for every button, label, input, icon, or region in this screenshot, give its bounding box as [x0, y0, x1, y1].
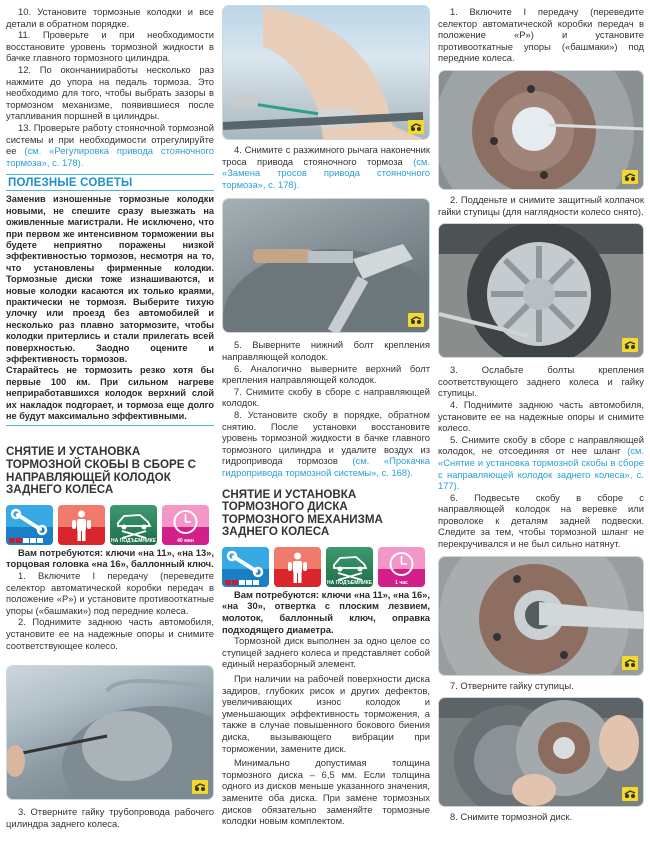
useful-tips-box [6, 174, 214, 426]
caption-step-8: 8. Снимите тормозной диск. [450, 811, 573, 823]
step-5-text: 5. Снимите скобу в сборе с направляющей колодок, не отсоединяя от нее шланг [438, 433, 644, 457]
hub-nut-photo [439, 557, 644, 675]
difficulty-tile [6, 505, 53, 545]
caption-step-3: 3. Отверните гайку трубопровода рабочего цилиндра заднего колеса. [6, 806, 214, 829]
lift-label: НА ПОДЪЕМНИКЕ [110, 537, 157, 544]
step-2: 2. Поднимите заднюю часть автомобиля, установите ее на надежные опоры и снимите соответствующее колесо. [6, 616, 214, 651]
remove-disc-photo [439, 698, 644, 806]
caption-step-4 [222, 144, 430, 190]
section-title-caliper: СНЯТИЕ И УСТАНОВКА ТОРМОЗНОЙ СКОБЫ В СБОРЕ С НАПРАВЛЯЮЩЕЙ КОЛОДОК ЗАДНЕГО КОЛЕСА [6, 445, 197, 497]
step-8-link[interactable]: (см. «Прокачка гидропривода тормозной системы», с. 168). [222, 455, 430, 478]
lift-tile [326, 547, 373, 587]
lift-badge-icon [622, 170, 638, 184]
step-6: 6. Подвесьте скобу в сборе с направляющей колодок на веревке или проволоке к деталям задней подвески. Следите за тем, чтобы тормозной шланг не перекручивался и не был сильно натянут. [438, 491, 644, 550]
caption-step-2: 2. Подденьте и снимите защитный колпачок гайки ступицы (для наглядности колесо снято). [438, 193, 644, 217]
required-tools: Вам потребуются: ключи «на 11», «на 16», «на 30», отвертка с плоским лезвием, молоток, баллонный ключ, оправка подходящего диаметра. [222, 588, 430, 635]
step-8 [222, 409, 430, 479]
disc-paragraph-2: При наличии на рабочей поверхности диска задиров, глубоких рисок и других дефектов, увеличивающих износ колодок и уменьшающих эффективность торможения, а также в случае повышенного бокового биения диска, вызывающего вибрации при торможении, замените диск. [222, 673, 430, 754]
step-13-text: 13. Проверьте работу стояночной тормозной системы и при необходимости отрегулируйте ее [6, 121, 214, 157]
tips-paragraph-2: Старайтесь не тормозить резко хотя бы первые 100 км. При сильном нагреве неприработавшихся колодок верхний слой их накладок подгорает, и тормоза еще долго не будут максимально эффективными. [6, 365, 214, 422]
difficulty-squares [225, 580, 259, 585]
time-tile [162, 505, 209, 545]
step-4: 4. Поднимите заднюю часть автомобиля, установите ее на надежные опоры и снимите колесо. [438, 398, 644, 434]
lift-badge-icon [622, 338, 638, 352]
section-title-disc: СНЯТИЕ И УСТАНОВКА ТОРМОЗНОГО ДИСКА ТОРМОЗНОГО МЕХАНИЗМА ЗАДНЕГО КОЛЕСА [222, 487, 383, 539]
person-icon [274, 547, 321, 587]
ratchet-photo [223, 199, 430, 332]
lift-badge-icon [192, 780, 208, 794]
lift-badge-icon [622, 656, 638, 670]
photo-wheel-cylinder-pipe [6, 665, 214, 800]
lift-badge-icon [408, 313, 424, 327]
tips-paragraph-1: Заменив изношенные тормозные колодки новыми, не спешите сразу выезжать на оживленные магистрали. Не исключено, что при первом же интенсивном торможении вы будете неприятно поражены низкой эффективностью тормозов, несмотря на то, что установлены фирменные колодки. Тормозные диски тоже изнашиваются, и новые колодки касаются их только краями, практически не тормозя. Выберите тихую улочку или проезд без автомобилей и несколько раз плавно затормозите, чтобы колодки притерлись и стали прилегать всей поверхностью. Заодно оцените и эффективность тормозов. [6, 194, 214, 364]
requirement-icons [222, 547, 430, 587]
time-label: 1 час [395, 579, 408, 586]
step-11: 11. Проверьте и при необходимости восстановите уровень тормозной жидкости в бачке главного тормозного цилиндра. [6, 29, 214, 64]
caption-step-7: 7. Отверните гайку ступицы. [450, 679, 574, 691]
step-13 [6, 122, 214, 168]
lift-badge-icon [408, 120, 424, 134]
photo-guide-bolt [222, 198, 430, 333]
person-tile [274, 547, 321, 587]
photo-hub-nut [438, 556, 644, 676]
step-13-link[interactable]: (см. «Регулировка привода стояночного тормоза», с. 178). [6, 145, 214, 168]
cable-photo [223, 6, 430, 139]
step-7: 7. Снимите скобу в сборе с направляющей колодок. [222, 385, 430, 409]
step-8-text: 8. Установите скобу в порядке, обратном снятию. После установки восстановите уровень тормозной жидкости в бачке главного тормозного цилиндра и удалите воздух из гидропривода тормозов [222, 408, 430, 467]
brake-mechanism-photo [7, 666, 214, 799]
person-tile [58, 505, 105, 545]
photo-remove-disc [438, 697, 644, 807]
difficulty-tile [222, 547, 269, 587]
time-label: 40 мин [177, 537, 194, 544]
difficulty-squares [9, 538, 43, 543]
caption-4-link[interactable]: (см. «Замена тросов привода стояночного тормоза», с. 178). [222, 155, 430, 190]
column-left [6, 0, 214, 829]
photo-parking-cable [222, 5, 430, 140]
step-5 [438, 434, 644, 492]
photo-hub-cap [438, 70, 644, 190]
hub-cap-photo [439, 71, 644, 189]
requirement-icons [6, 505, 214, 545]
person-icon [58, 505, 105, 545]
caption-4-text: 4. Снимите с разжимного рычага наконечник троса привода стояночного тормоза [222, 144, 430, 167]
useful-tips-title: ПОЛЕЗНЫЕ СОВЕТЫ [6, 174, 214, 191]
wheel-photo [439, 224, 644, 357]
step-12: 12. По окончанииработы несколько раз нажмите до упора на педаль тормоза. Это необходимо для того, чтобы выбрать зазоры в тормозном механизме, появившиеся после утапливания поршней в цилиндры. [6, 63, 214, 122]
column-right [438, 0, 644, 823]
column-middle [222, 0, 430, 827]
step-1: 1. Включите I передачу (переведите селектор автоматической коробки передач в положение «P») и установите противооткатные упоры («башмаки») под передние колеса. [6, 570, 214, 616]
step-3: 3. Ослабьте болты крепления соответствующего заднего колеса и гайку ступицы. [438, 364, 644, 399]
time-tile [378, 547, 425, 587]
step-10: 10. Установите тормозные колодки и все детали в обратном порядке. [6, 6, 214, 29]
disc-paragraph-3: Минимально допустимая толщина тормозного диска – 6,5 мм. Если толщина одного из дисков меньше указанного значения, замените оба диска. При замене тормозных дисков обязательно заменяйте тормозные колодки новым комплектом. [222, 757, 430, 827]
lift-badge-icon [622, 787, 638, 801]
step-1: 1. Включите I передачу (переведите селектор автоматической коробки передач в положение «P») и установите противооткатные упоры («башмаки») под передние колеса. [438, 6, 644, 64]
required-tools: Вам потребуются: ключи «на 11», «на 13», торцовая головка «на 16», баллонный ключ. [6, 546, 214, 570]
step-5: 5. Выверните нижний болт крепления направляющей колодок. [222, 339, 430, 362]
lift-label: НА ПОДЪЕМНИКЕ [326, 579, 373, 586]
photo-wheel-bolts [438, 223, 644, 358]
lift-tile [110, 505, 157, 545]
disc-paragraph-1: Тормозной диск выполнен за одно целое со ступицей заднего колеса и представляет собой единый неразборный элемент. [222, 635, 430, 670]
step-6: 6. Аналогично выверните верхний болт крепления направляющей колодок. [222, 362, 430, 386]
step-5-link[interactable]: (см. «Снятие и установка тормозной скобы в сборе с направляющей колодок заднего колеса», с. 177). [438, 445, 644, 492]
